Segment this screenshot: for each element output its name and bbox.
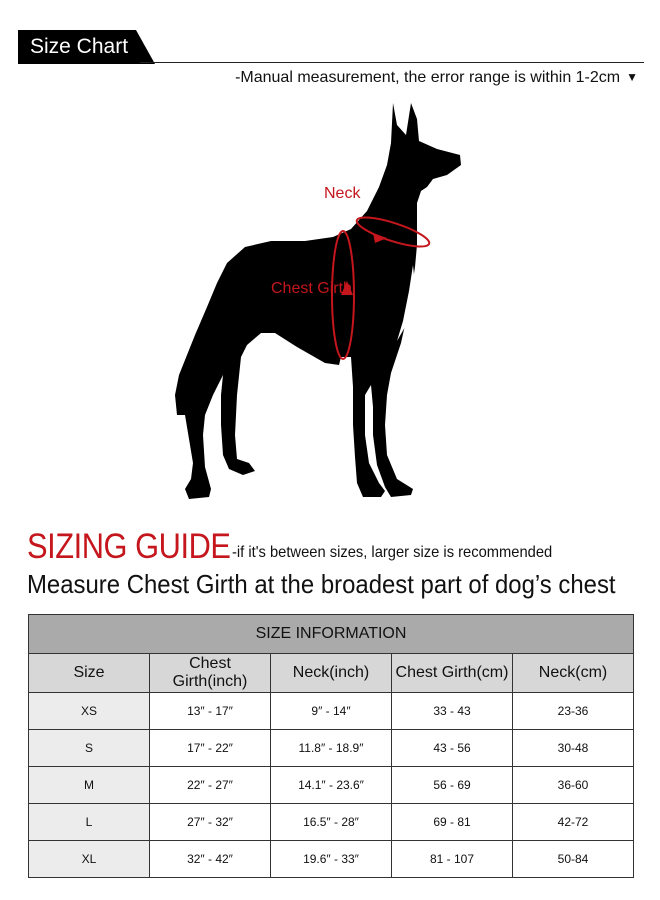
chest-cm-cell: 43 - 56 xyxy=(392,730,513,767)
measure-instruction: Measure Chest Girth at the broadest part of dog’s chest xyxy=(27,569,616,599)
size-cell: XS xyxy=(29,693,150,730)
chest-inch-cell: 22″ - 27″ xyxy=(150,767,271,804)
dog-silhouette xyxy=(175,103,461,499)
chest-inch-cell: 17″ - 22″ xyxy=(150,730,271,767)
size-cell: M xyxy=(29,767,150,804)
column-header-chest-inch: Chest Girth(inch) xyxy=(150,654,271,693)
chest-cm-cell: 33 - 43 xyxy=(392,693,513,730)
neck-cm-cell: 50-84 xyxy=(513,841,634,878)
neck-inch-cell: 19.6″ - 33″ xyxy=(271,841,392,878)
neck-inch-cell: 14.1″ - 23.6″ xyxy=(271,767,392,804)
measurement-note xyxy=(235,66,638,89)
banner-label: Size Chart xyxy=(30,35,129,58)
neck-inch-cell: 16.5″ - 28″ xyxy=(271,804,392,841)
table-row xyxy=(29,693,634,730)
size-table xyxy=(28,614,634,878)
neck-cm-cell: 42-72 xyxy=(513,804,634,841)
size-cell: XL xyxy=(29,841,150,878)
neck-cm-cell: 30-48 xyxy=(513,730,634,767)
chest-inch-cell: 32″ - 42″ xyxy=(150,841,271,878)
size-chart-banner xyxy=(18,30,155,64)
triangle-down-icon: ▼ xyxy=(626,70,638,84)
column-header-neck-cm: Neck(cm) xyxy=(513,654,634,693)
column-header-chest-cm: Chest Girth(cm) xyxy=(392,654,513,693)
sizing-guide-title: SIZING GUIDE xyxy=(27,527,231,566)
sizing-guide xyxy=(27,525,553,569)
neck-cm-cell: 23-36 xyxy=(513,693,634,730)
table-caption: SIZE INFORMATION xyxy=(29,615,634,654)
chest-inch-cell: 27″ - 32″ xyxy=(150,804,271,841)
chest-cm-cell: 81 - 107 xyxy=(392,841,513,878)
table-row xyxy=(29,767,634,804)
neck-inch-cell: 9″ - 14″ xyxy=(271,693,392,730)
chest-cm-cell: 56 - 69 xyxy=(392,767,513,804)
size-cell: S xyxy=(29,730,150,767)
column-header-size: Size xyxy=(29,654,150,693)
table-row xyxy=(29,804,634,841)
chest-inch-cell: 13″ - 17″ xyxy=(150,693,271,730)
table-header-row xyxy=(29,654,634,693)
table-row xyxy=(29,841,634,878)
chest-cm-cell: 69 - 81 xyxy=(392,804,513,841)
dog-measurement-diagram xyxy=(165,95,485,510)
sizing-guide-subtitle: -if it's between sizes, larger size is recommended xyxy=(232,544,553,561)
chest-girth-label: Chest Girth xyxy=(271,280,352,297)
table-row xyxy=(29,730,634,767)
size-cell: L xyxy=(29,804,150,841)
neck-inch-cell: 11.8″ - 18.9″ xyxy=(271,730,392,767)
neck-label: Neck xyxy=(324,185,361,202)
neck-cm-cell: 36-60 xyxy=(513,767,634,804)
measurement-note-text: -Manual measurement, the error range is within 1-2cm xyxy=(235,69,621,86)
header-divider xyxy=(140,62,644,63)
column-header-neck-inch: Neck(inch) xyxy=(271,654,392,693)
